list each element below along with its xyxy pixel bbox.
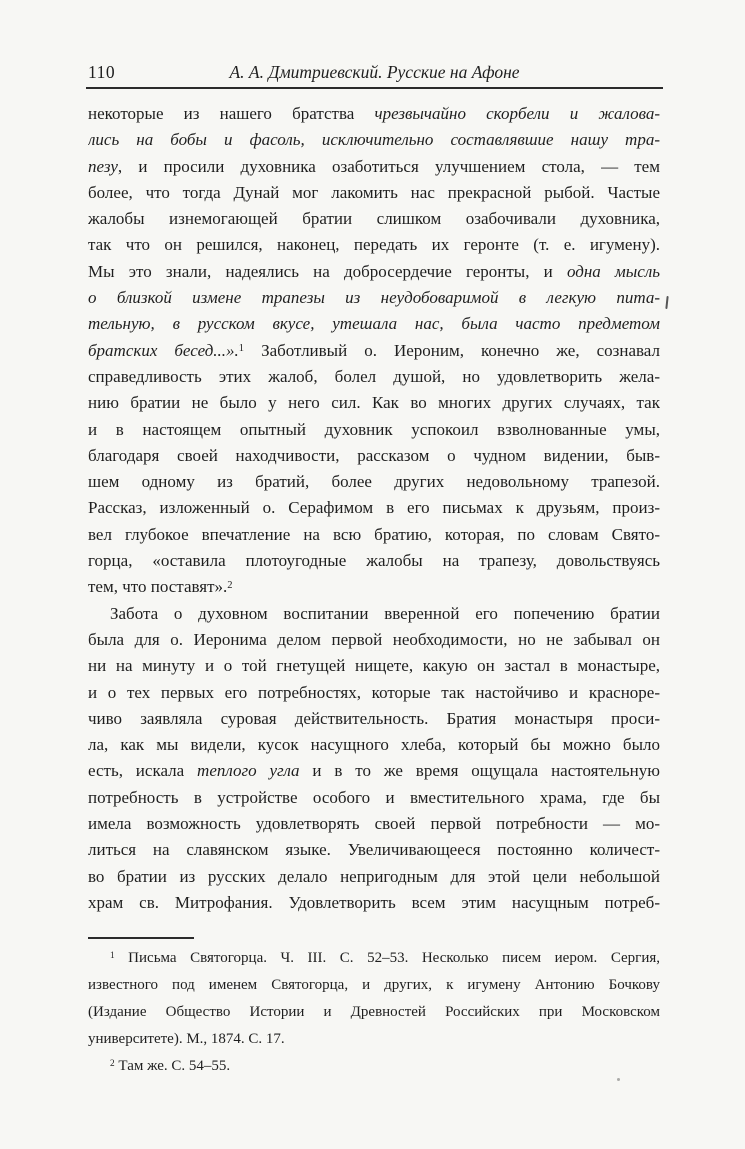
text-segment: университете). М., 1874. С. 17. bbox=[88, 1031, 285, 1047]
text-segment: тем, что поставят». bbox=[88, 577, 228, 597]
footnote-marker: 1 bbox=[238, 342, 245, 354]
footnote-marker: 2 bbox=[110, 1058, 115, 1069]
text-line bbox=[88, 417, 660, 443]
text-line bbox=[88, 864, 660, 890]
text-segment: так что он решился, наконец, передать их геронте (т. е. игумену). bbox=[88, 235, 660, 255]
text-segment: более, что тогда Дунай мог лакомить нас прекрасной рыбой. Частые bbox=[88, 182, 660, 202]
text-segment: и о тех первых его потребностях, которые так настойчиво и красноре- bbox=[88, 682, 660, 702]
text-segment: храм св. Митрофания. Удовлетворить всем этим насущным потреб- bbox=[88, 892, 660, 912]
text-line bbox=[88, 758, 660, 784]
text-line bbox=[88, 837, 660, 863]
text-line bbox=[88, 259, 660, 285]
text-line bbox=[88, 574, 660, 600]
text-line bbox=[88, 1026, 660, 1053]
text-segment: теплого угла bbox=[197, 761, 300, 781]
text-line bbox=[88, 522, 660, 548]
footnote-separator bbox=[88, 937, 194, 939]
text-line bbox=[88, 732, 660, 758]
text-segment: и в настоящем опытный духовник успокоил взволнованные умы, bbox=[88, 419, 660, 439]
text-segment: братских бесед...». bbox=[88, 340, 239, 360]
text-line bbox=[88, 390, 660, 416]
text-segment: пезу bbox=[88, 156, 118, 176]
text-segment: Забота о духовном воспитании вверенной его попечению братии bbox=[110, 603, 660, 623]
text-segment: горца, «оставила плотоугодные жалобы на трапезу, довольствуясь bbox=[88, 551, 660, 571]
text-line bbox=[88, 601, 660, 627]
text-segment: известного под именем Святогорца, и других, к игумену Антонию Бочкову bbox=[88, 977, 660, 993]
text-segment: Письма Святогорца. Ч. III. С. 52–53. Несколько писем иером. Сергия, bbox=[114, 950, 660, 966]
scan-artifact-ink-tick bbox=[665, 296, 668, 309]
text-line bbox=[88, 364, 660, 390]
text-segment: нию братии не было у него сил. Как во многих других случаях, так bbox=[88, 393, 660, 413]
footnotes bbox=[88, 945, 660, 1080]
text-line bbox=[88, 311, 660, 337]
text-line bbox=[88, 285, 660, 311]
text-segment: вел глубокое впечатление на всю братию, которая, по словам Свято- bbox=[88, 524, 660, 544]
text-segment: была для о. Иеронима делом первой необходимости, но не забывал он bbox=[88, 629, 660, 649]
text-line bbox=[88, 548, 660, 574]
text-line bbox=[88, 469, 660, 495]
text-segment: жалобы изнемогающей братии слишком озабочивали духовника, bbox=[88, 209, 660, 229]
text-segment: ла, как мы видели, кусок насущного хлеба, который бы можно было bbox=[88, 735, 660, 755]
text-line bbox=[88, 180, 660, 206]
text-segment: о близкой измене трапезы из неудобоваримой в легкую пита- bbox=[88, 288, 660, 308]
text-segment: имела возможность удовлетворять своей первой потребности — мо- bbox=[88, 814, 660, 834]
text-segment: тельную, в русском вкусе, утешала нас, была часто предметом bbox=[88, 314, 660, 334]
text-line bbox=[88, 680, 660, 706]
text-segment: литься на славянском языке. Увеличивающееся постоянно количест- bbox=[88, 840, 660, 860]
text-segment: шем одному из братий, более других недовольному трапезой. bbox=[88, 472, 660, 492]
footnote-marker: 1 bbox=[110, 950, 115, 961]
text-segment: Мы это знали, надеялись на добросердечие геронты, и bbox=[88, 261, 567, 281]
text-segment: справедливость этих жалоб, болел душой, но удовлетворить жела- bbox=[88, 366, 660, 386]
scan-artifact-speck bbox=[617, 1078, 620, 1081]
page-number: 110 bbox=[88, 62, 116, 82]
text-line bbox=[88, 811, 660, 837]
text-line bbox=[88, 101, 660, 127]
text-segment: Там же. С. 54–55. bbox=[114, 1058, 231, 1074]
text-segment: ни на минуту и о той гнетущей нищете, какую он застал в монастыре, bbox=[88, 656, 660, 676]
text-line bbox=[88, 972, 660, 999]
header-rule bbox=[86, 87, 663, 89]
text-line bbox=[88, 706, 660, 732]
text-line bbox=[88, 999, 660, 1026]
text-line bbox=[88, 1053, 660, 1080]
text-line bbox=[88, 627, 660, 653]
text-segment: чрезвычайно скорбели и жалова- bbox=[374, 104, 660, 123]
text-line bbox=[88, 890, 660, 916]
text-segment: некоторые из нашего братства bbox=[88, 104, 375, 123]
text-segment: благодаря своей находчивости, рассказом о чудном видении, быв- bbox=[88, 445, 660, 465]
text-line bbox=[88, 443, 660, 469]
text-line bbox=[88, 945, 660, 972]
text-line bbox=[88, 206, 660, 232]
text-segment: , и просили духовника озаботиться улучшением стола, — тем bbox=[117, 156, 660, 176]
text-segment: лись на бобы и фасоль, исключительно составлявшие нашу тра- bbox=[88, 130, 660, 150]
text-line bbox=[88, 127, 660, 153]
text-segment: чиво заявляла суровая действительность. Братия монастыря проси- bbox=[88, 708, 660, 728]
text-segment: есть, искала bbox=[88, 761, 198, 781]
text-segment: и в то же время ощущала настоятельную bbox=[299, 761, 660, 781]
text-line bbox=[88, 785, 660, 811]
text-segment: потребность в устройстве особого и вместительного храма, где бы bbox=[88, 787, 660, 807]
text-segment: (Издание Общество Истории и Древностей Российских при Московском bbox=[88, 1004, 660, 1020]
text-line bbox=[88, 232, 660, 258]
text-segment: во братии из русских делало непригодным для этой цели небольшой bbox=[88, 866, 660, 886]
text-line bbox=[88, 653, 660, 679]
text-segment: Заботливый о. Иероним, конечно же, сознавал bbox=[244, 340, 660, 360]
footnote-marker: 2 bbox=[227, 579, 233, 591]
text-segment: Рассказ, изложенный о. Серафимом в его письмах к друзьям, произ- bbox=[88, 498, 660, 518]
running-title: А. А. Дмитриевский. Русские на Афоне bbox=[229, 62, 520, 82]
text-line bbox=[88, 495, 660, 521]
text-segment: одна мысль bbox=[566, 261, 660, 281]
body-text bbox=[88, 101, 660, 916]
text-line bbox=[88, 154, 660, 180]
page-header bbox=[88, 60, 661, 84]
text-line bbox=[88, 338, 660, 364]
